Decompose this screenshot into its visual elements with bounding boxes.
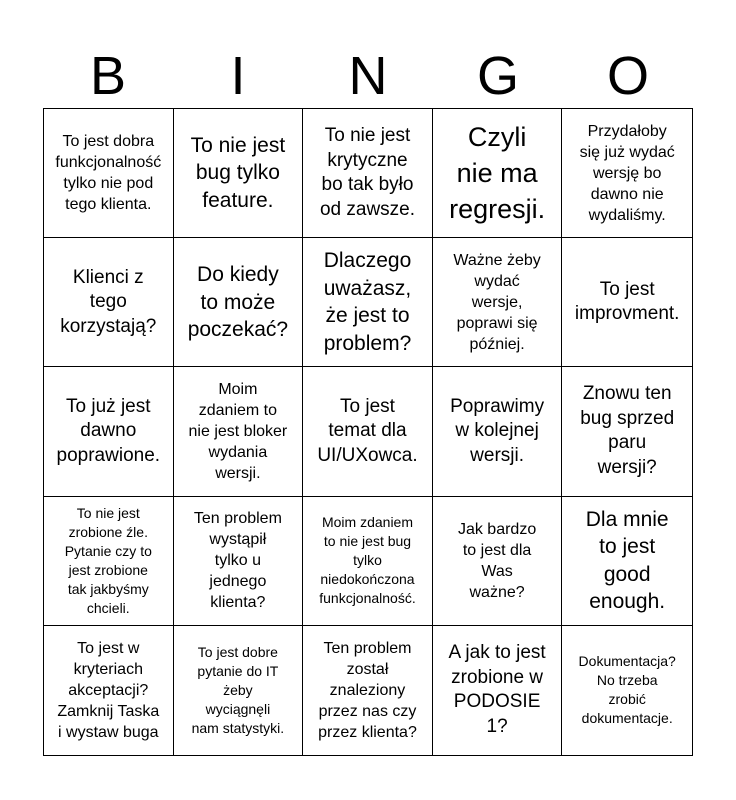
bingo-cell-r1-c2[interactable] [174,109,304,238]
cell-text: Dlaczego uważasz, że jest to problem? [323,249,412,355]
cell-text: Ten problem został znaleziony przez nas czy przez klienta? [318,639,417,741]
title-letter-i: I [230,46,246,106]
bingo-cell-r2-c4[interactable] [433,238,563,367]
bingo-title [43,44,693,108]
bingo-cell-r4-c1[interactable] [44,497,174,626]
cell-text: To nie jest krytyczne bo tak było od zawsze. [319,125,416,220]
cell-text: To jest w kryteriach akceptacji? Zamknij Taska i wystaw buga [57,639,160,741]
bingo-cell-r3-c3[interactable] [303,367,433,496]
title-letter-g: G [476,46,519,106]
cell-text: Klienci z tego korzystają? [60,266,157,337]
bingo-cell-r1-c3[interactable] [303,109,433,238]
cell-text: To jest dobra funkcjonalność tylko nie pod tego klienta. [55,133,162,214]
cell-text: To jest improvment. [574,278,680,325]
bingo-cell-r3-c2[interactable] [174,367,304,496]
cell-text: To nie jest zrobione źle. Pytanie czy to jest zrobione tak jakbyśmy chcieli. [64,504,152,616]
bingo-cell-r2-c2[interactable] [174,238,304,367]
cell-text: To jest temat dla UI/UXowca. [317,395,418,466]
cell-text: Jak bardzo to jest dla Was ważne? [457,520,537,601]
cell-text: Znowu ten bug sprzed paru wersji? [580,383,675,478]
bingo-cell-r4-c2[interactable] [174,497,304,626]
bingo-cell-r4-c5[interactable] [562,497,692,626]
bingo-cell-r3-c1[interactable] [44,367,174,496]
bingo-cell-r2-c3[interactable] [303,238,433,367]
bingo-cell-r4-c4[interactable] [433,497,563,626]
cell-text: To nie jest bug tylko feature. [190,133,286,212]
cell-text: Ważne żeby wydać wersje, poprawi się później. [453,251,541,353]
title-letter-n: N [348,46,388,106]
bingo-cell-r5-c3[interactable] [303,626,433,755]
bingo-cell-r5-c1[interactable] [44,626,174,755]
title-letter-o: O [606,46,649,106]
cell-text: Do kiedy to może poczekać? [187,263,289,342]
cell-text: Ten problem wystąpił tylko u jednego klienta? [193,510,282,612]
bingo-cell-r3-c4[interactable] [433,367,563,496]
bingo-cell-r2-c1[interactable] [44,238,174,367]
bingo-cell-r2-c5[interactable] [562,238,692,367]
bingo-cell-r1-c1[interactable] [44,109,174,238]
bingo-cell-r5-c4[interactable] [433,626,563,755]
cell-text: Przydałoby się już wydać wersję bo dawno nie wydaliśmy. [579,122,675,224]
cell-text: Dokumentacja? No trzeba zrobić dokumentacje. [578,653,676,727]
cell-text: Czyli nie ma regresji. [449,122,546,225]
bingo-cell-r4-c3[interactable] [303,497,433,626]
cell-text: Dla mnie to jest good enough. [585,507,669,614]
bingo-cell-r3-c5[interactable] [562,367,692,496]
bingo-cell-r5-c2[interactable] [174,626,304,755]
cell-text: To jest dobre pytanie do IT żeby wyciągnęli nam statystyki. [191,643,285,736]
bingo-board [43,108,693,756]
cell-text: A jak to jest zrobione w PODOSIE 1? [448,642,546,737]
cell-text: Moim zdaniem to nie jest bloker wydania wersji. [188,380,288,482]
bingo-cell-r5-c5[interactable] [562,626,692,755]
cell-text: Moim zdaniem to nie jest bug tylko niedokończona funkcjonalność. [319,514,416,607]
cell-text: Poprawimy w kolejnej wersji. [450,395,545,466]
bingo-cell-r1-c4[interactable] [433,109,563,238]
title-letter-b: B [89,46,127,106]
bingo-cell-r1-c5[interactable] [562,109,692,238]
cell-text: To już jest dawno poprawione. [56,395,161,466]
